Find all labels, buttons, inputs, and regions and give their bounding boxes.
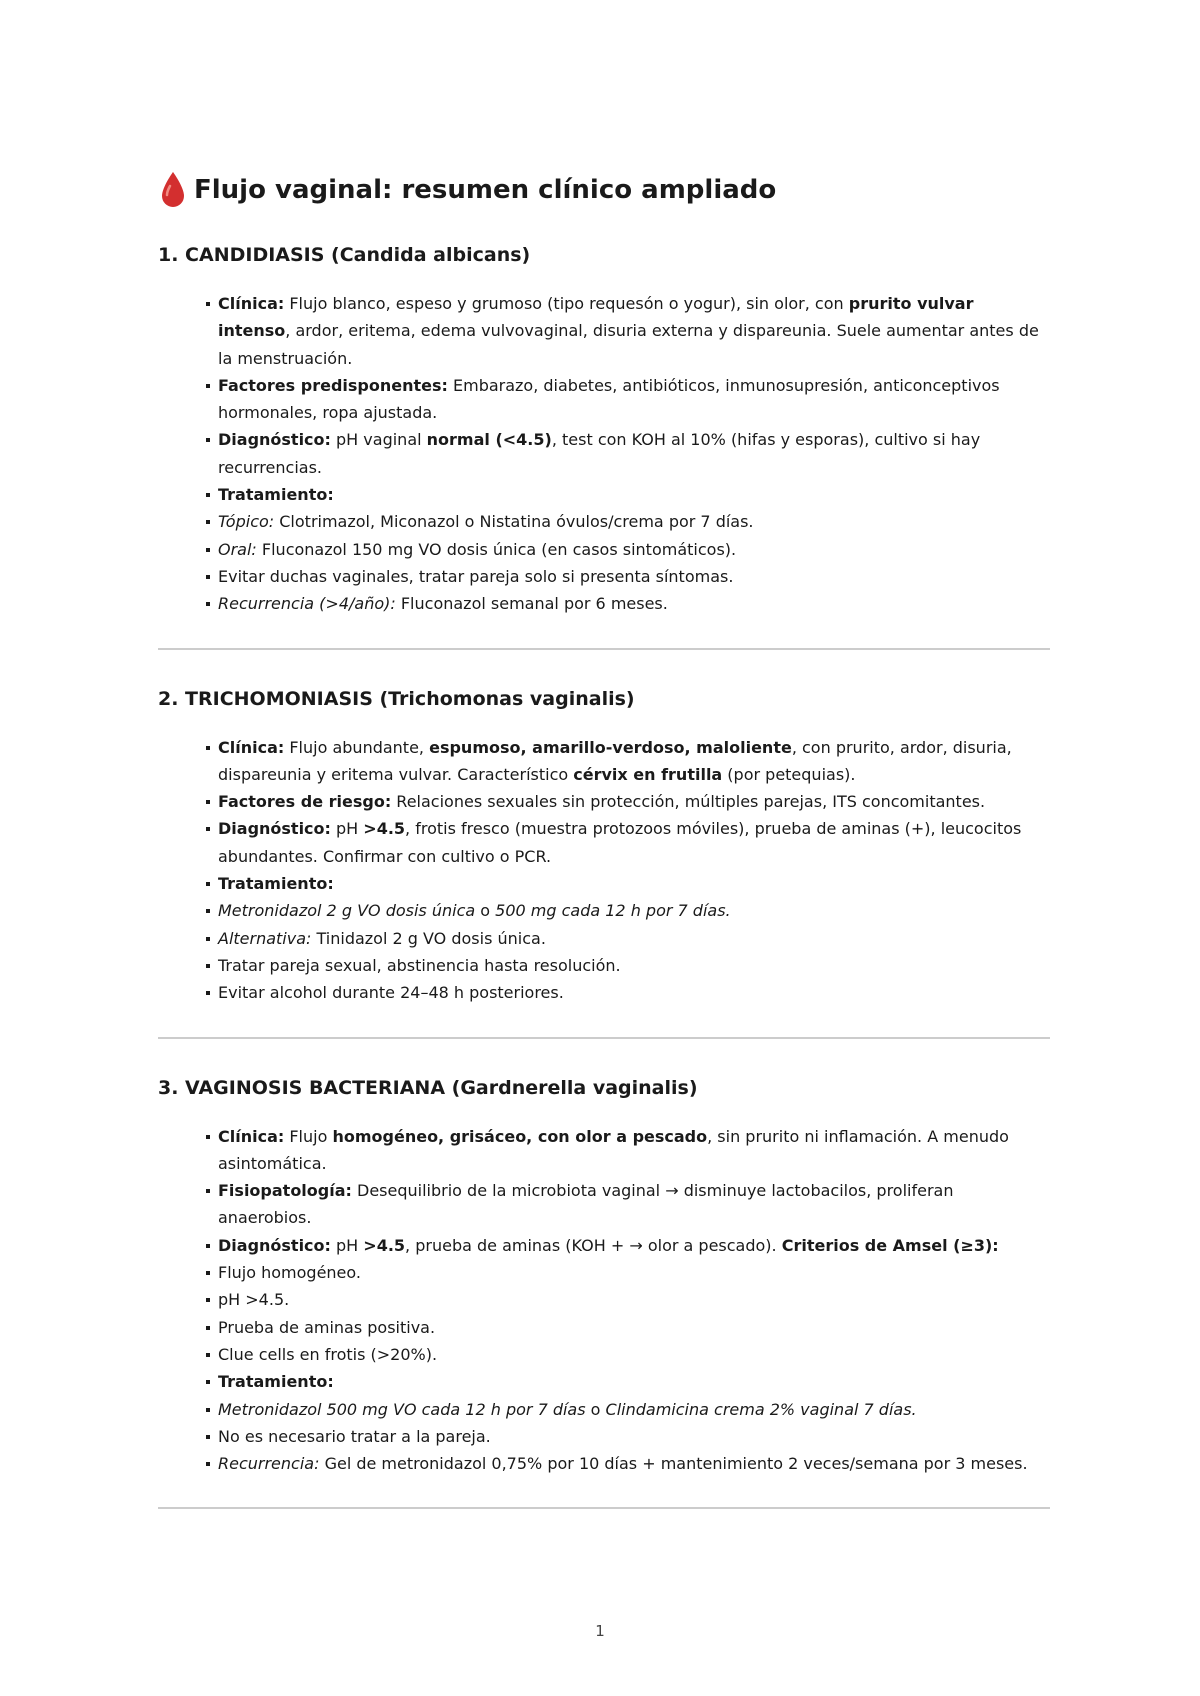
section-divider [158,1037,1050,1039]
list-item [206,1368,1050,1395]
text-run: Clue cells en frotis (>20%). [218,1344,438,1364]
bold-text: Criterios de Amsel (≥3): [781,1235,999,1255]
list-item [206,1314,1050,1341]
bold-text: >4.5 [363,1235,406,1255]
list-item [206,925,1050,952]
bullet-list [158,290,1050,618]
bold-text: Tratamiento: [218,1372,334,1392]
text-run: Evitar alcohol durante 24–48 h posteriores. [218,983,564,1003]
text-run: Embarazo, diabetes, antibióticos, inmunosupresión, anticonceptivos hormonales, ropa ajustada. [218,375,1000,423]
text-run: Fluconazol 150 mg VO dosis única (en casos sintomáticos). [256,539,737,559]
bold-text: Diagnóstico: [218,1235,331,1255]
bold-text: Diagnóstico: [218,430,331,450]
text-run: Desequilibrio de la microbiota vaginal → disminuye lactobacilos, proliferan anaerobios. [218,1181,954,1228]
text-run: pH [330,819,364,839]
text-run: (por petequias). [722,764,856,784]
italic-text: Metronidazol 500 mg VO cada 12 h por 7 días [218,1399,586,1419]
text-run: Tinidazol 2 g VO dosis única. [311,928,546,948]
bold-text: Diagnóstico: [218,819,331,839]
blood-drop-icon [158,170,188,210]
italic-text: Metronidazol 2 g VO dosis única [218,901,476,921]
list-item [206,815,1050,870]
bold-text: Factores de riesgo: [218,792,392,812]
list-item [206,952,1050,979]
list-item [206,897,1050,924]
text-run: , ardor, eritema, edema vulvovaginal, disuria externa y dispareunia. Suele aumentar antes de la menstruación. [218,321,1039,368]
section-heading: 3. VAGINOSIS BACTERIANA (Gardnerella vaginalis) [158,1076,698,1099]
text-run: pH >4.5. [218,1290,290,1310]
text-run: No es necesario tratar a la pareja. [218,1426,491,1446]
list-item [206,734,1050,789]
text-run: pH [330,1235,364,1255]
list-item [206,1450,1050,1477]
bold-text: Tratamiento: [218,485,334,505]
text-run: Gel de metronidazol 0,75% por 10 días + mantenimiento 2 veces/semana por 3 meses. [319,1454,1028,1474]
text-run: Evitar duchas vaginales, tratar pareja solo si presenta síntomas. [218,566,734,586]
bold-text: Tratamiento: [218,874,334,894]
text-run: Flujo [284,1126,333,1146]
section [158,1073,1050,1510]
bold-text: Clínica: [218,294,285,313]
bold-text: Factores predisponentes: [218,375,448,395]
document-title [158,166,1050,214]
bold-text: >4.5 [363,819,406,839]
text-run: , test con KOH al 10% (hifas y esporas), cultivo si hay recurrencias. [218,430,981,477]
bold-text: Fisiopatología: [218,1181,352,1201]
list-item [206,536,1050,563]
text-run: Flujo blanco, espeso y grumoso (tipo requesón o yogur), sin olor, con [284,294,849,313]
list-item [206,870,1050,897]
bold-text: prurito vulvar intenso [218,294,974,341]
list-item [206,1286,1050,1313]
list-item [206,1423,1050,1450]
list-item [206,1396,1050,1423]
section-heading: 1. CANDIDIASIS (Candida albicans) [158,244,531,266]
text-run: , prueba de aminas (KOH + → olor a pescado). [405,1235,782,1255]
italic-text: Recurrencia (>4/año): [218,594,396,614]
list-item [206,563,1050,590]
text-run: Fluconazol semanal por 6 meses. [395,594,668,614]
text-run: , con prurito, ardor, disuria, dispareunia y eritema vulvar. Característico [218,737,1012,784]
italic-text: 500 mg cada 12 h por 7 días. [495,901,731,921]
text-run: , sin prurito ni inflamación. A menudo asintomática. [218,1126,1009,1173]
bold-text: Clínica: [218,737,285,757]
text-run: Flujo abundante, [284,737,430,757]
text-run: , frotis fresco (muestra protozoos móviles), prueba de aminas (+), leucocitos abundantes. Confirmar con cultivo o PCR. [218,819,1022,866]
page-number: 1 [595,1622,605,1640]
italic-text: Oral: [218,539,257,559]
section [158,240,1050,650]
list-item [206,1177,1050,1232]
section [158,684,1050,1039]
list-item [206,426,1050,481]
section-divider [158,648,1050,650]
list-item [206,508,1050,535]
bold-text: homogéneo, grisáceo, con olor a pescado [332,1126,708,1146]
list-item [206,788,1050,815]
list-item [206,590,1050,617]
bullet-list [158,734,1050,1007]
list-item [206,372,1050,427]
italic-text: Recurrencia: [218,1454,320,1474]
list-item [206,1232,1050,1259]
section-heading: 2. TRICHOMONIASIS (Trichomonas vaginalis) [158,687,635,710]
text-run: Flujo homogéneo. [218,1263,361,1283]
section-divider [158,1507,1050,1509]
italic-text: Alternativa: [218,928,312,948]
sections-container [158,240,1050,1509]
text-run: Tratar pareja sexual, abstinencia hasta resolución. [218,955,621,975]
italic-text: Clindamicina crema 2% vaginal 7 días. [605,1399,917,1419]
text-run: pH vaginal [330,430,427,450]
text-run: Prueba de aminas positiva. [218,1317,436,1337]
italic-text: Tópico: [218,512,275,532]
list-item [206,1341,1050,1368]
bold-text: normal (<4.5) [426,430,552,450]
bold-text: Clínica: [218,1126,285,1146]
document-title-text: Flujo vaginal: resumen clínico ampliado [194,175,777,205]
text-run: o [585,1399,606,1419]
bold-text: espumoso, amarillo-verdoso, maloliente [429,737,792,757]
list-item [206,1259,1050,1286]
text-run: Clotrimazol, Miconazol o Nistatina óvulos/crema por 7 días. [274,512,754,532]
list-item [206,290,1050,372]
list-item [206,979,1050,1006]
list-item [206,481,1050,508]
bold-text: cérvix en frutilla [573,764,723,784]
text-run: o [475,901,496,921]
bullet-list [158,1123,1050,1478]
list-item [206,1123,1050,1178]
document-page [158,166,1050,1543]
text-run: Relaciones sexuales sin protección, múltiples parejas, ITS concomitantes. [391,792,986,812]
